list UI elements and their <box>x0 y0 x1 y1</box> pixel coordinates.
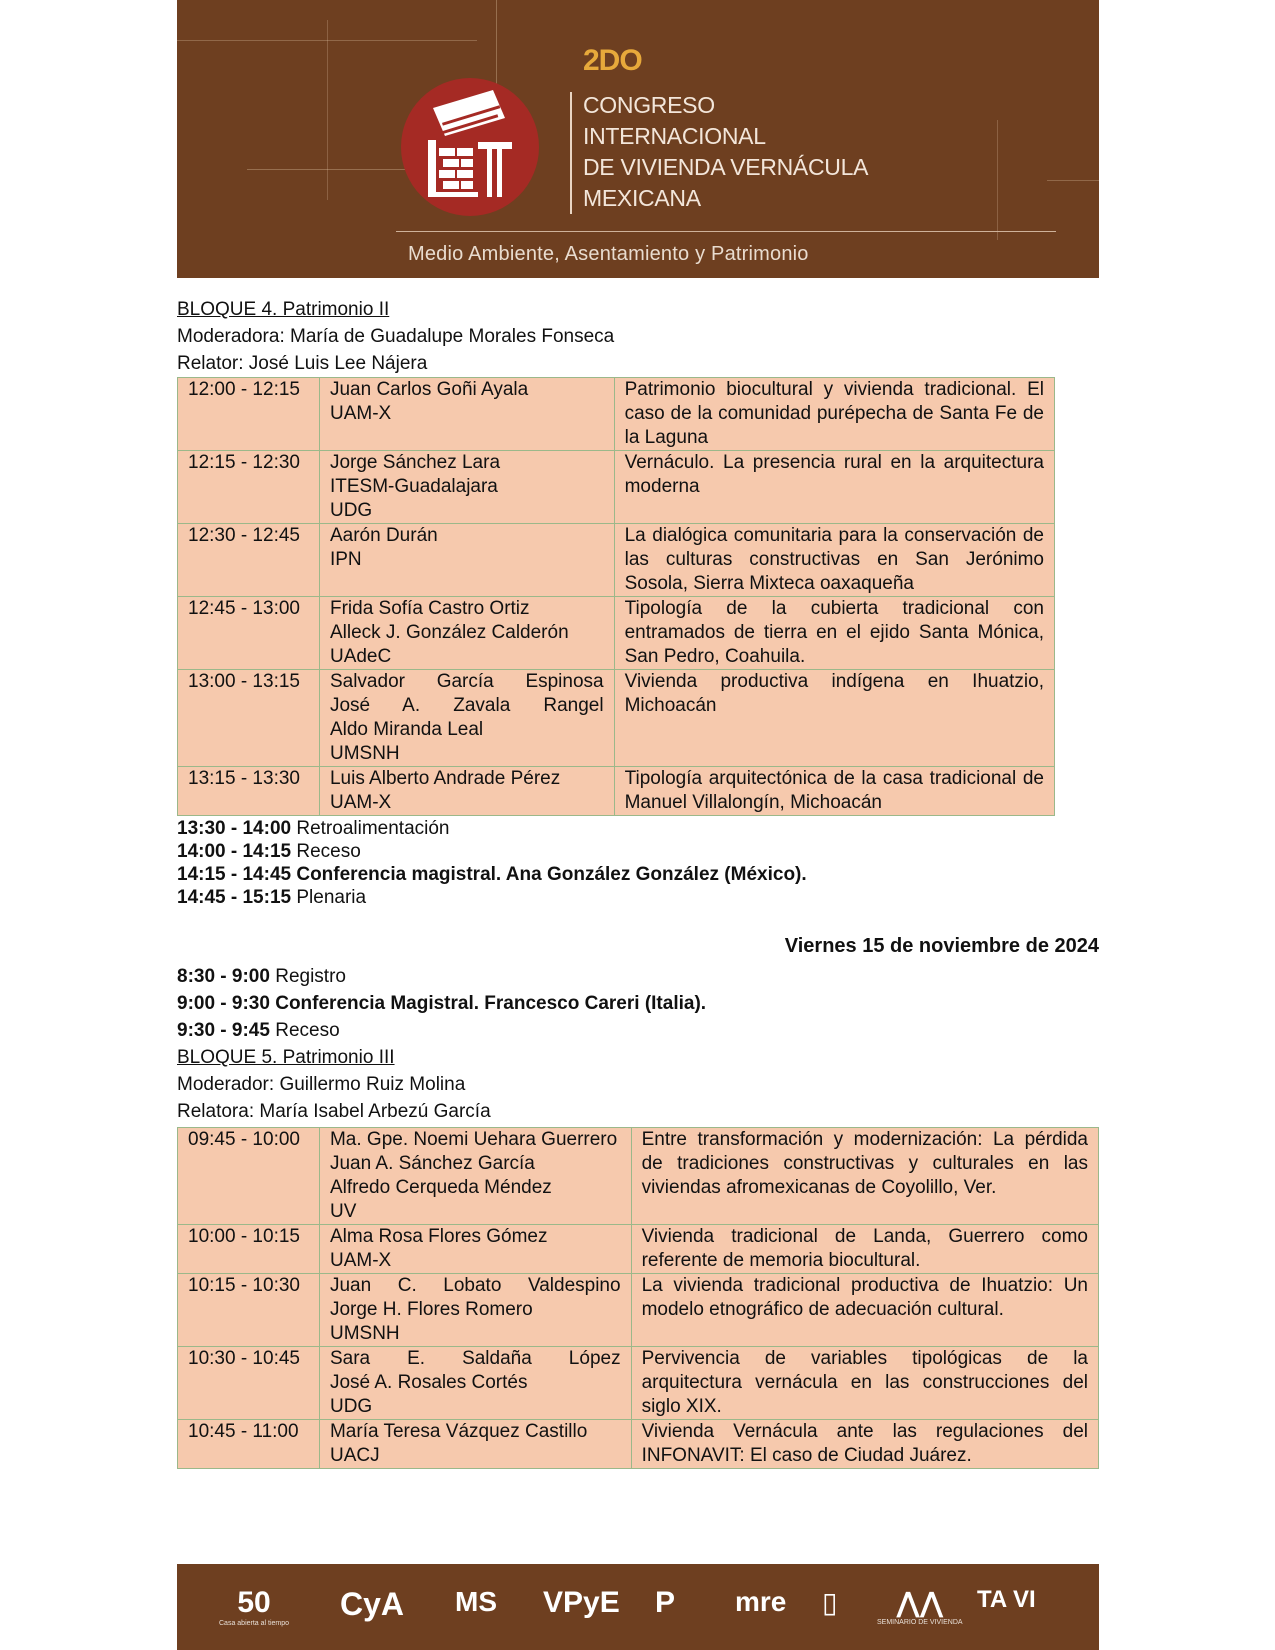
session-title: Vernáculo. La presencia rural en la arquitectura moderna <box>614 451 1054 524</box>
congress-title <box>583 90 868 214</box>
author-line: Alleck J. González Calderón <box>329 622 569 643</box>
author-line: Aarón Durán <box>329 525 438 546</box>
schedule-row <box>178 524 1055 597</box>
banner-decor-line <box>327 20 328 200</box>
author-line: Juan C. Lobato Valdespino <box>329 1275 621 1296</box>
title-divider <box>570 92 572 214</box>
schedule-row <box>178 1420 1099 1469</box>
agenda-item <box>177 990 1099 1017</box>
session-title: Vivienda tradicional de Landa, Guerrero como referente de memoria biocultural. <box>631 1225 1098 1274</box>
agenda-text: Conferencia magistral. Ana González González (México). <box>291 864 807 885</box>
session-time: 10:15 - 10:30 <box>178 1274 320 1347</box>
author-line: UDG <box>329 1396 373 1417</box>
agenda-text: Plenaria <box>291 887 367 908</box>
schedule-row <box>178 451 1055 524</box>
author-line: UMSNH <box>329 1323 400 1344</box>
session-time: 10:30 - 10:45 <box>178 1347 320 1420</box>
session-authors <box>319 670 614 767</box>
session-time: 10:00 - 10:15 <box>178 1225 320 1274</box>
session-time: 12:00 - 12:15 <box>178 378 320 451</box>
block5-rapporteur: Relatora: María Isabel Arbezú García <box>177 1101 491 1122</box>
agenda-item <box>177 817 1099 840</box>
program-content <box>177 296 1099 1469</box>
schedule-row <box>178 378 1055 451</box>
sponsor-logo-mark: ⋀⋀ <box>896 1587 944 1618</box>
author-line: Jorge H. Flores Romero <box>329 1299 533 1320</box>
session-authors <box>319 1274 631 1347</box>
after-block4-items <box>177 817 1099 909</box>
session-authors <box>319 451 614 524</box>
session-title: Entre transformación y modernización: La pérdida de tradiciones constructivas y culturales en las viviendas afromexicanas de Coyolillo, Ver. <box>631 1128 1098 1225</box>
schedule-row <box>178 670 1055 767</box>
agenda-item <box>177 886 1099 909</box>
sponsor-logo-seminario <box>877 1586 963 1626</box>
banner-decor-line <box>1047 180 1099 181</box>
session-authors <box>319 1420 631 1469</box>
sponsor-logo-uam-50 <box>219 1586 289 1627</box>
schedule-row <box>178 767 1055 816</box>
session-authors <box>319 597 614 670</box>
author-line: Ma. Gpe. Noemi Uehara Guerrero <box>329 1129 618 1150</box>
edition-ordinal: 2DO <box>583 44 642 77</box>
sponsor-logo-cya <box>340 1586 404 1623</box>
author-line: ITESM-Guadalajara <box>329 476 498 497</box>
sponsor-logo-mark: TA VI <box>977 1586 1036 1613</box>
sponsor-logo-p <box>655 1586 675 1620</box>
session-time: 12:30 - 12:45 <box>178 524 320 597</box>
sponsor-logo-mark: VPyE <box>543 1586 620 1619</box>
author-line: Jorge Sánchez Lara <box>329 452 501 473</box>
author-line: Luis Alberto Andrade Pérez <box>329 768 561 789</box>
agenda-time: 14:45 - 15:15 <box>177 887 292 908</box>
session-authors <box>319 378 614 451</box>
agenda-item <box>177 840 1099 863</box>
session-time: 13:15 - 13:30 <box>178 767 320 816</box>
agenda-text: Receso <box>269 1020 340 1041</box>
session-title: Vivienda productiva indígena en Ihuatzio, Michoacán <box>614 670 1054 767</box>
sponsor-logo-mark: 50 <box>237 1586 271 1619</box>
session-title: La vivienda tradicional productiva de Ihuatzio: Un modelo etnográfico de adecuación cultural. <box>631 1274 1098 1347</box>
sponsor-logo-vpye <box>543 1586 620 1620</box>
author-line: UMSNH <box>329 743 400 764</box>
banner-rule <box>396 231 1056 232</box>
title-line: INTERNACIONAL <box>583 123 766 149</box>
schedule-row <box>178 1274 1099 1347</box>
title-line: MEXICANA <box>583 185 701 211</box>
congress-banner <box>177 0 1099 278</box>
block4-moderator: Moderadora: María de Guadalupe Morales Fonseca <box>177 326 615 347</box>
author-line: UV <box>329 1201 357 1222</box>
block5-moderator: Moderador: Guillermo Ruiz Molina <box>177 1074 466 1095</box>
author-line: Salvador García Espinosa <box>329 671 604 692</box>
session-authors <box>319 1128 631 1225</box>
sponsor-logo-mark: ▯ <box>822 1587 838 1618</box>
session-time: 12:45 - 13:00 <box>178 597 320 670</box>
sponsor-logo-mark: P <box>655 1586 676 1619</box>
author-line: José A. Rosales Cortés <box>329 1372 528 1393</box>
banner-decor-line <box>997 120 998 240</box>
block4-schedule-table <box>177 377 1055 816</box>
block4-rapporteur: Relator: José Luis Lee Nájera <box>177 353 428 374</box>
session-title: Patrimonio biocultural y vivienda tradicional. El caso de la comunidad purépecha de Santa Fe de la Laguna <box>614 378 1054 451</box>
congress-subtitle: Medio Ambiente, Asentamiento y Patrimonio <box>408 243 809 265</box>
session-time: 09:45 - 10:00 <box>178 1128 320 1225</box>
schedule-row <box>178 597 1055 670</box>
sponsor-logo-door <box>822 1586 837 1619</box>
agenda-time: 8:30 - 9:00 <box>177 966 270 987</box>
sponsor-logo-mrf <box>735 1586 786 1618</box>
house-logo-icon <box>401 78 539 216</box>
session-title: Vivienda Vernácula ante las regulaciones del INFONAVIT: El caso de Ciudad Juárez. <box>631 1420 1098 1469</box>
agenda-time: 13:30 - 14:00 <box>177 818 292 839</box>
session-time: 13:00 - 13:15 <box>178 670 320 767</box>
session-time: 10:45 - 11:00 <box>178 1420 320 1469</box>
author-line: Alfredo Cerqueda Méndez <box>329 1177 552 1198</box>
agenda-text: Receso <box>291 841 361 862</box>
author-line: UACJ <box>329 1445 380 1466</box>
author-line: Sara E. Saldaña López <box>329 1348 621 1369</box>
session-authors <box>319 1225 631 1274</box>
author-line: María Teresa Vázquez Castillo <box>329 1421 588 1442</box>
title-line: CONGRESO <box>583 92 715 118</box>
agenda-item <box>177 963 1099 990</box>
agenda-time: 9:30 - 9:45 <box>177 1020 270 1041</box>
sponsor-logo-mark: MS <box>455 1586 497 1617</box>
author-line: UAM-X <box>329 792 392 813</box>
author-line: UAM-X <box>329 1250 392 1271</box>
schedule-row <box>178 1347 1099 1420</box>
agenda-text: Conferencia Magistral. Francesco Careri (Italia). <box>269 993 707 1014</box>
schedule-row <box>178 1225 1099 1274</box>
agenda-text: Retroalimentación <box>291 818 450 839</box>
sponsor-footer <box>177 1564 1099 1650</box>
sponsor-logo-tavi <box>977 1586 1036 1614</box>
agenda-time: 14:00 - 14:15 <box>177 841 292 862</box>
session-authors <box>319 767 614 816</box>
sponsor-logo-mark: mre <box>735 1586 787 1617</box>
session-authors <box>319 524 614 597</box>
sponsor-logo-caption: Casa abierta al tiempo <box>219 1620 290 1627</box>
block5-schedule-table <box>177 1127 1099 1469</box>
author-line: UAdeC <box>329 646 392 667</box>
session-time: 12:15 - 12:30 <box>178 451 320 524</box>
block5-title: BLOQUE 5. Patrimonio III <box>177 1047 395 1068</box>
session-title: Tipología de la cubierta tradicional con entramados de tierra en el ejido Santa Mónica, San Pedro, Coahuila. <box>614 597 1054 670</box>
agenda-item <box>177 863 1099 886</box>
author-line: Frida Sofía Castro Ortiz <box>329 598 530 619</box>
schedule-row <box>178 1128 1099 1225</box>
session-title: La dialógica comunitaria para la conservación de las culturas constructivas en San Jerónimo Sosola, Sierra Mixteca oaxaqueña <box>614 524 1054 597</box>
session-authors <box>319 1347 631 1420</box>
sponsor-logo-ms <box>455 1586 497 1618</box>
agenda-text: Registro <box>269 966 346 987</box>
title-line: DE VIVIENDA VERNÁCULA <box>583 154 869 180</box>
day-items <box>177 963 1099 1044</box>
agenda-time: 9:00 - 9:30 <box>177 993 270 1014</box>
author-line: UDG <box>329 500 373 521</box>
session-title: Tipología arquitectónica de la casa tradicional de Manuel Villalongín, Michoacán <box>614 767 1054 816</box>
author-line: Juan Carlos Goñi Ayala <box>329 379 529 400</box>
author-line: Juan A. Sánchez García <box>329 1153 535 1174</box>
agenda-time: 14:15 - 14:45 <box>177 864 292 885</box>
block4-title: BLOQUE 4. Patrimonio II <box>177 299 390 320</box>
sponsor-logo-caption: SEMINARIO DE VIVIENDA <box>877 1619 963 1626</box>
author-line: Alma Rosa Flores Gómez <box>329 1226 548 1247</box>
sponsor-logo-mark: CyA <box>340 1586 405 1622</box>
author-line: Aldo Miranda Leal <box>329 719 484 740</box>
session-title: Pervivencia de variables tipológicas de la arquitectura vernácula en las construcciones del siglo XIX. <box>631 1347 1098 1420</box>
author-line: UAM-X <box>329 403 392 424</box>
agenda-item <box>177 1017 1099 1044</box>
author-line: IPN <box>329 549 362 570</box>
day-heading: Viernes 15 de noviembre de 2024 <box>784 935 1099 957</box>
author-line: José A. Zavala Rangel <box>329 695 604 716</box>
